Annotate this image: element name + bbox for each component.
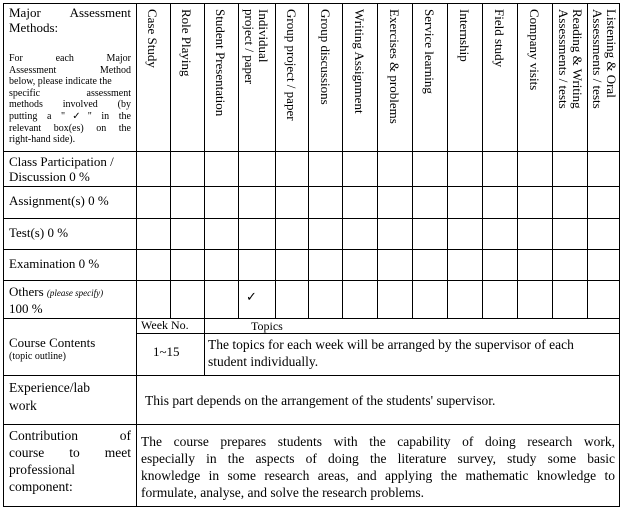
col-line: [482, 3, 483, 319]
col-case-study: Case Study: [145, 9, 160, 68]
row-line: [3, 424, 620, 425]
border-top: [3, 3, 620, 4]
col-group-discussions: Group discussions: [318, 9, 333, 105]
col-reading-writing: Reading & Writing Assessments / tests: [556, 9, 585, 109]
row-line: [3, 151, 620, 152]
col-student-presentation: Student Presentation: [213, 9, 228, 117]
assessment-table: [3, 3, 620, 507]
col-line: [238, 3, 239, 319]
week-value: 1~15: [153, 344, 180, 359]
experience-text: This part depends on the arrangement of the students' supervisor.: [145, 393, 496, 408]
row-line: [3, 375, 620, 376]
row-line: [3, 249, 620, 250]
col-line: [587, 3, 588, 319]
col-exercises-problems: Exercises & problems: [387, 9, 402, 124]
topics-text: The topics for each week will be arranged by the supervisor of each student individually.: [208, 337, 574, 369]
row-line: [3, 318, 620, 319]
col-individual-project: Individual project / paper: [242, 9, 271, 85]
check-mark: ✓: [246, 290, 257, 305]
instructions: For each Major Assessment Method below, please indicate the specific assessment methods involved (by putting a "✓" in the relevant box(es) on the right-hand side).: [9, 53, 131, 146]
col-field-study: Field study: [492, 9, 507, 68]
col-line: [342, 3, 343, 319]
row-line: [3, 186, 620, 187]
col-group-project: Group project / paper: [284, 9, 299, 121]
row-class-participation: Class Participation / Discussion 0 %: [9, 154, 114, 184]
border-right: [619, 3, 620, 507]
col-line: [377, 3, 378, 319]
contribution-label: Contribution of course to meet professional component:: [9, 428, 131, 494]
topics-header: Topics: [251, 319, 283, 333]
row-line: [3, 280, 620, 281]
row-assignments: Assignment(s) 0 %: [9, 193, 109, 208]
col-role-playing: Role Playing: [179, 9, 194, 77]
row-line: [3, 218, 620, 219]
col-line: [412, 3, 413, 319]
col-listening-oral: Listening & Oral Assessments / tests: [590, 9, 619, 109]
week-topics-separator: [204, 319, 205, 375]
border-bottom: [3, 506, 620, 507]
col-service-learning: Service learning: [422, 9, 437, 94]
border-left: [3, 3, 4, 507]
major-header-line1: Major Assessment: [9, 5, 131, 20]
col-line: [517, 3, 518, 319]
contribution-text: The course prepares students with the capability of doing research work, especially in the aspects of doing the literature survey, study some basic knowledge in some research areas, and applying the mathematic knowledge to formulate, analyse, and solve the research problems.: [141, 434, 615, 500]
col-line: [552, 3, 553, 319]
row-examination: Examination 0 %: [9, 256, 100, 271]
major-header-line2: Methods:: [9, 20, 59, 35]
course-contents-label: Course Contents (topic outline): [9, 335, 96, 362]
col-line: [136, 3, 137, 507]
col-writing-assignment: Writing Assignment: [352, 9, 367, 114]
experience-label: Experience/lab work: [9, 380, 90, 413]
col-line: [275, 3, 276, 319]
week-header: Week No.: [141, 318, 189, 332]
row-tests: Test(s) 0 %: [9, 225, 69, 240]
col-line: [308, 3, 309, 319]
col-line: [447, 3, 448, 319]
col-line: [170, 3, 171, 319]
col-internship: Internship: [457, 9, 472, 62]
col-company-visits: Company visits: [527, 9, 542, 91]
col-line: [204, 3, 205, 319]
row-others: Others (please specify) 100 %: [9, 284, 104, 316]
subheader-line: [137, 333, 619, 334]
